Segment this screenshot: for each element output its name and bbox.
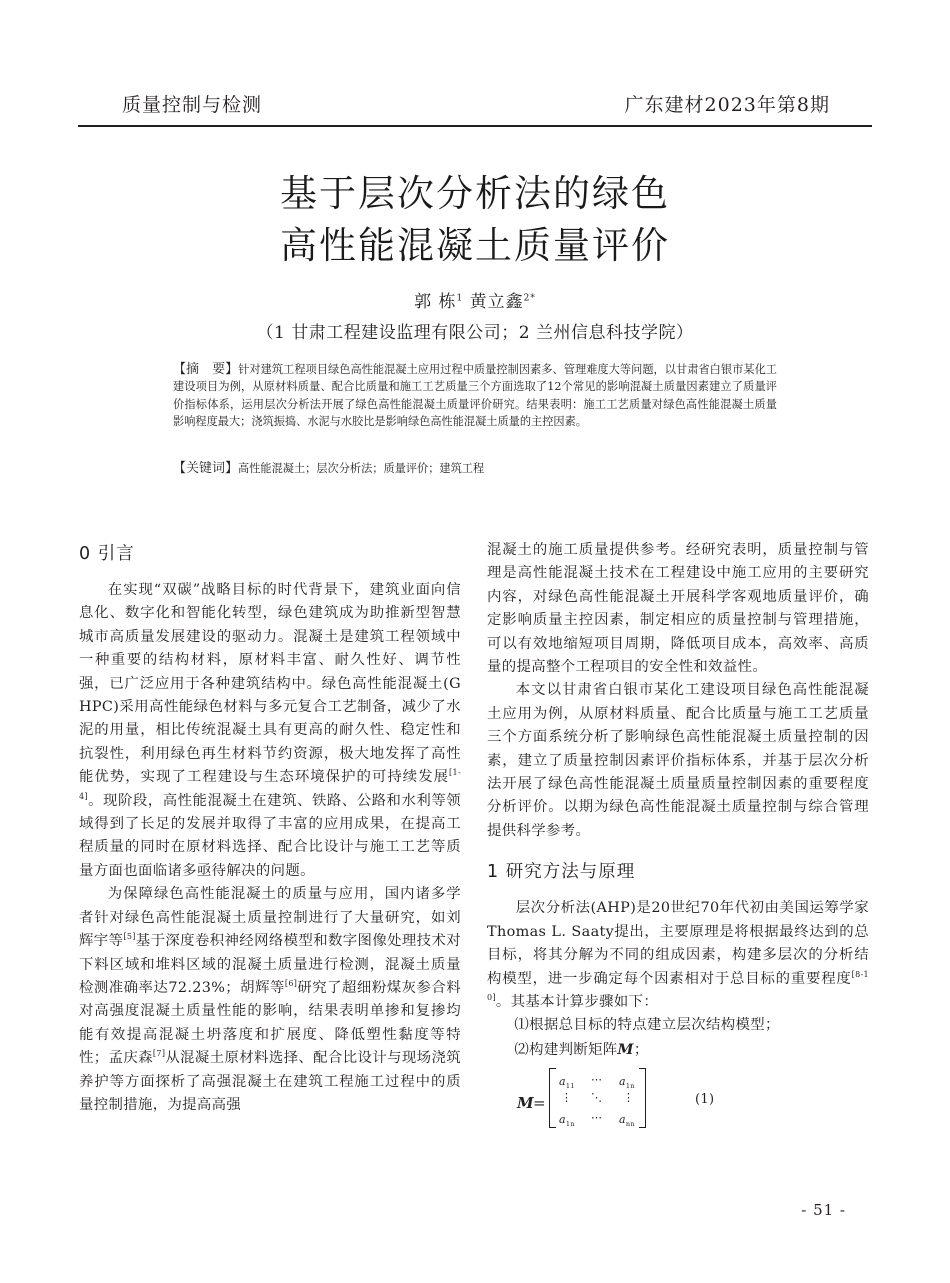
keywords-text: 高性能混凝土；层次分析法；质量评价；建筑工程 bbox=[238, 462, 485, 475]
author-2: 黄立鑫 bbox=[469, 292, 524, 312]
citation-8-10: [8-10] bbox=[487, 969, 869, 1003]
author-1: 郭 栋 bbox=[414, 292, 457, 312]
intro-paragraph-3: 本文以甘肃省白银市某化工建设项目绿色高性能混凝土应用为例，从原材料质量、配合比质量与施工工艺质量三个方面系统分析了影响绿色高性能混凝土质量控制的因素，建立了质量控制因素评价指标体系，并基于层次分析法开展了绿色高性能混凝土质量质量控制因素的重要程度分析评价。以期为绿色高性能混凝土质量控制与综合管理提供科学参考。 bbox=[487, 682, 869, 839]
intro-p2-text-a: 为保障绿色高性能混凝土的质量与应用，国内诸多学者针对绿色高性能混凝土质量控制进行了大量研究，如刘辉宇等 bbox=[79, 886, 461, 950]
authors bbox=[0, 287, 950, 312]
abstract bbox=[173, 361, 777, 431]
citation-7: [7] bbox=[152, 1049, 166, 1059]
section-0-heading: 0 引言 bbox=[79, 544, 135, 564]
author-1-affil: 1 bbox=[456, 293, 464, 304]
matrix-cell-12: ⋯ bbox=[591, 1073, 603, 1087]
citation-6: [6] bbox=[284, 979, 298, 989]
running-header-journal: 广东建材2023年第8期 bbox=[624, 94, 830, 116]
matrix-cell-32: ⋯ bbox=[591, 1111, 603, 1125]
section-1-heading: 1 研究方法与原理 bbox=[487, 862, 636, 883]
intro-p2-text-d: 从混凝土原材料选择、配合比设计与现场浇筑养护等方面探析了高强混凝土在建筑工程施工过程中的质量控制措施，为提高高强 bbox=[79, 1050, 461, 1113]
matrix-cell-21: ⋮ bbox=[561, 1091, 573, 1105]
matrix-cell-22: ⋱ bbox=[591, 1091, 603, 1105]
intro-p2-text-b: 基于深度卷积神经网络模型和数字图像处理技术对下料区域和堆料区域的混凝土质量进行检测，混凝土质量检测准确率达72.23%；胡辉等 bbox=[79, 933, 461, 996]
step-2-text: ⑵构建判断矩阵 bbox=[514, 1041, 618, 1058]
method-p1-text-b: 。其基本计算步骤如下： bbox=[495, 993, 659, 1010]
matrix-label: M bbox=[517, 1094, 534, 1113]
keywords bbox=[173, 460, 777, 477]
paper-title bbox=[0, 168, 950, 272]
keywords-label: 【关键词】 bbox=[173, 461, 239, 476]
intro-paragraph-1 bbox=[79, 579, 461, 883]
method-p1-text-a: 层次分析法(AHP)是20世纪70年代初由美国运筹学家Thomas L. Saaty提出，主要原理是将根据最终达到的总目标，将其分解为不同的组成因素，构建多层次的分析结构模型，进一步确定每个因素相对于总目标的重要程度 bbox=[487, 900, 869, 987]
matrix-right-bracket bbox=[639, 1068, 646, 1128]
left-column bbox=[79, 539, 461, 1117]
step-2-matrix-var: M bbox=[617, 1040, 634, 1058]
equals-sign: = bbox=[533, 1094, 546, 1113]
citation-1-4: [1-4] bbox=[79, 768, 461, 801]
citation-5: [5] bbox=[123, 932, 136, 942]
right-column bbox=[487, 539, 869, 1148]
abstract-label: 【摘 要】 bbox=[173, 362, 239, 377]
title-line-1: 基于层次分析法的绿色 bbox=[280, 172, 670, 215]
step-2-end: ； bbox=[633, 1041, 649, 1058]
affiliation: （1 甘肃工程建设监理有限公司；2 兰州信息科技学院） bbox=[256, 323, 694, 343]
intro-paragraph-2-cont: 混凝土的施工质量提供参考。经研究表明，质量控制与管理是高性能混凝土技术在工程建设中施工应用的主要研究内容，对绿色高性能混凝土开展科学客观地质量评价，确定影响质量主控因素，制定相应的质量控制与管理措施，可以有效地缩短项目周期，降低项目成本，高效率、高质量的提高整个工程项目的安全性和效益性。 bbox=[487, 542, 869, 676]
equation-1 bbox=[487, 1068, 869, 1148]
abstract-text: 针对建筑工程项目绿色高性能混凝土应用过程中质量控制因素多、管理难度大等问题，以甘肃省白银市某化工建设项目为例，从原材料质量、配合比质量和施工工艺质量三个方面选取了12个常见的影响混凝土质量因素建立了质量评价指标体系，运用层次分析法开展了绿色高性能混凝土质量评价研究。结果表明：施工工艺质量对绿色高性能混凝土质量影响程度最大；浇筑振捣、水泥与水胶比是影响绿色高性能混凝土质量的主控因素。 bbox=[173, 363, 777, 429]
matrix-left-bracket bbox=[549, 1068, 556, 1128]
intro-p2-text-c: 研究了超细粉煤灰参合料对高强度混凝土质量性能的影响，结果表明单掺和复掺均能有效提高混凝土坍落度和扩展度、降低塑性黏度等特性；孟庆森 bbox=[79, 979, 461, 1067]
author-2-affil: 2* bbox=[523, 293, 536, 304]
page-number: - 51 - bbox=[801, 1201, 846, 1219]
step-1: ⑴根据总目标的特点建立层次结构模型； bbox=[514, 1017, 780, 1034]
matrix-cell-33: $a_{nn}$ bbox=[619, 1113, 635, 1129]
running-header-section: 质量控制与检测 bbox=[122, 94, 263, 116]
method-paragraph-1 bbox=[487, 897, 869, 1014]
matrix-cell-31: $a_{1n}$ bbox=[559, 1113, 575, 1129]
intro-paragraph-2 bbox=[79, 883, 461, 1117]
step-2 bbox=[487, 1038, 869, 1062]
matrix-cell-13: $a_{1n}$ bbox=[619, 1075, 635, 1091]
matrix-cell-11: $a_{11}$ bbox=[559, 1075, 575, 1091]
header-rule bbox=[78, 125, 872, 127]
equation-number: (1) bbox=[695, 1092, 715, 1108]
intro-p1-text-b: 。现阶段，高性能混凝土在建筑、铁路、公路和水利等领域得到了长足的发展并取得了丰富的应用成果，在提高工程质量的同时在原材料选择、配合比设计与施工工艺等质量方面也面临诸多亟待解决的问题。 bbox=[79, 792, 461, 879]
matrix-cell-23: ⋮ bbox=[623, 1091, 635, 1105]
title-line-2: 高性能混凝土质量评价 bbox=[280, 224, 670, 267]
intro-p1-text-a: 在实现“双碳”战略目标的时代背景下，建筑业面向信息化、数字化和智能化转型，绿色建筑成为助推新型智慧城市高质量发展建设的驱动力。混凝土是建筑工程领域中一种重要的结构材料，原材料丰富、耐久性好、调节性强，已广泛应用于各种建筑结构中。绿色高性能混凝土(GHPC)采用高性能绿色材料与多元复合工艺制备，减少了水泥的用量，相比传统混凝土具有更高的耐久性、稳定性和抗裂性，利用绿色再生材料节约资源，极大地发挥了高性能优势，实现了工程建设与生态环境保护的可持续发展 bbox=[79, 582, 461, 786]
